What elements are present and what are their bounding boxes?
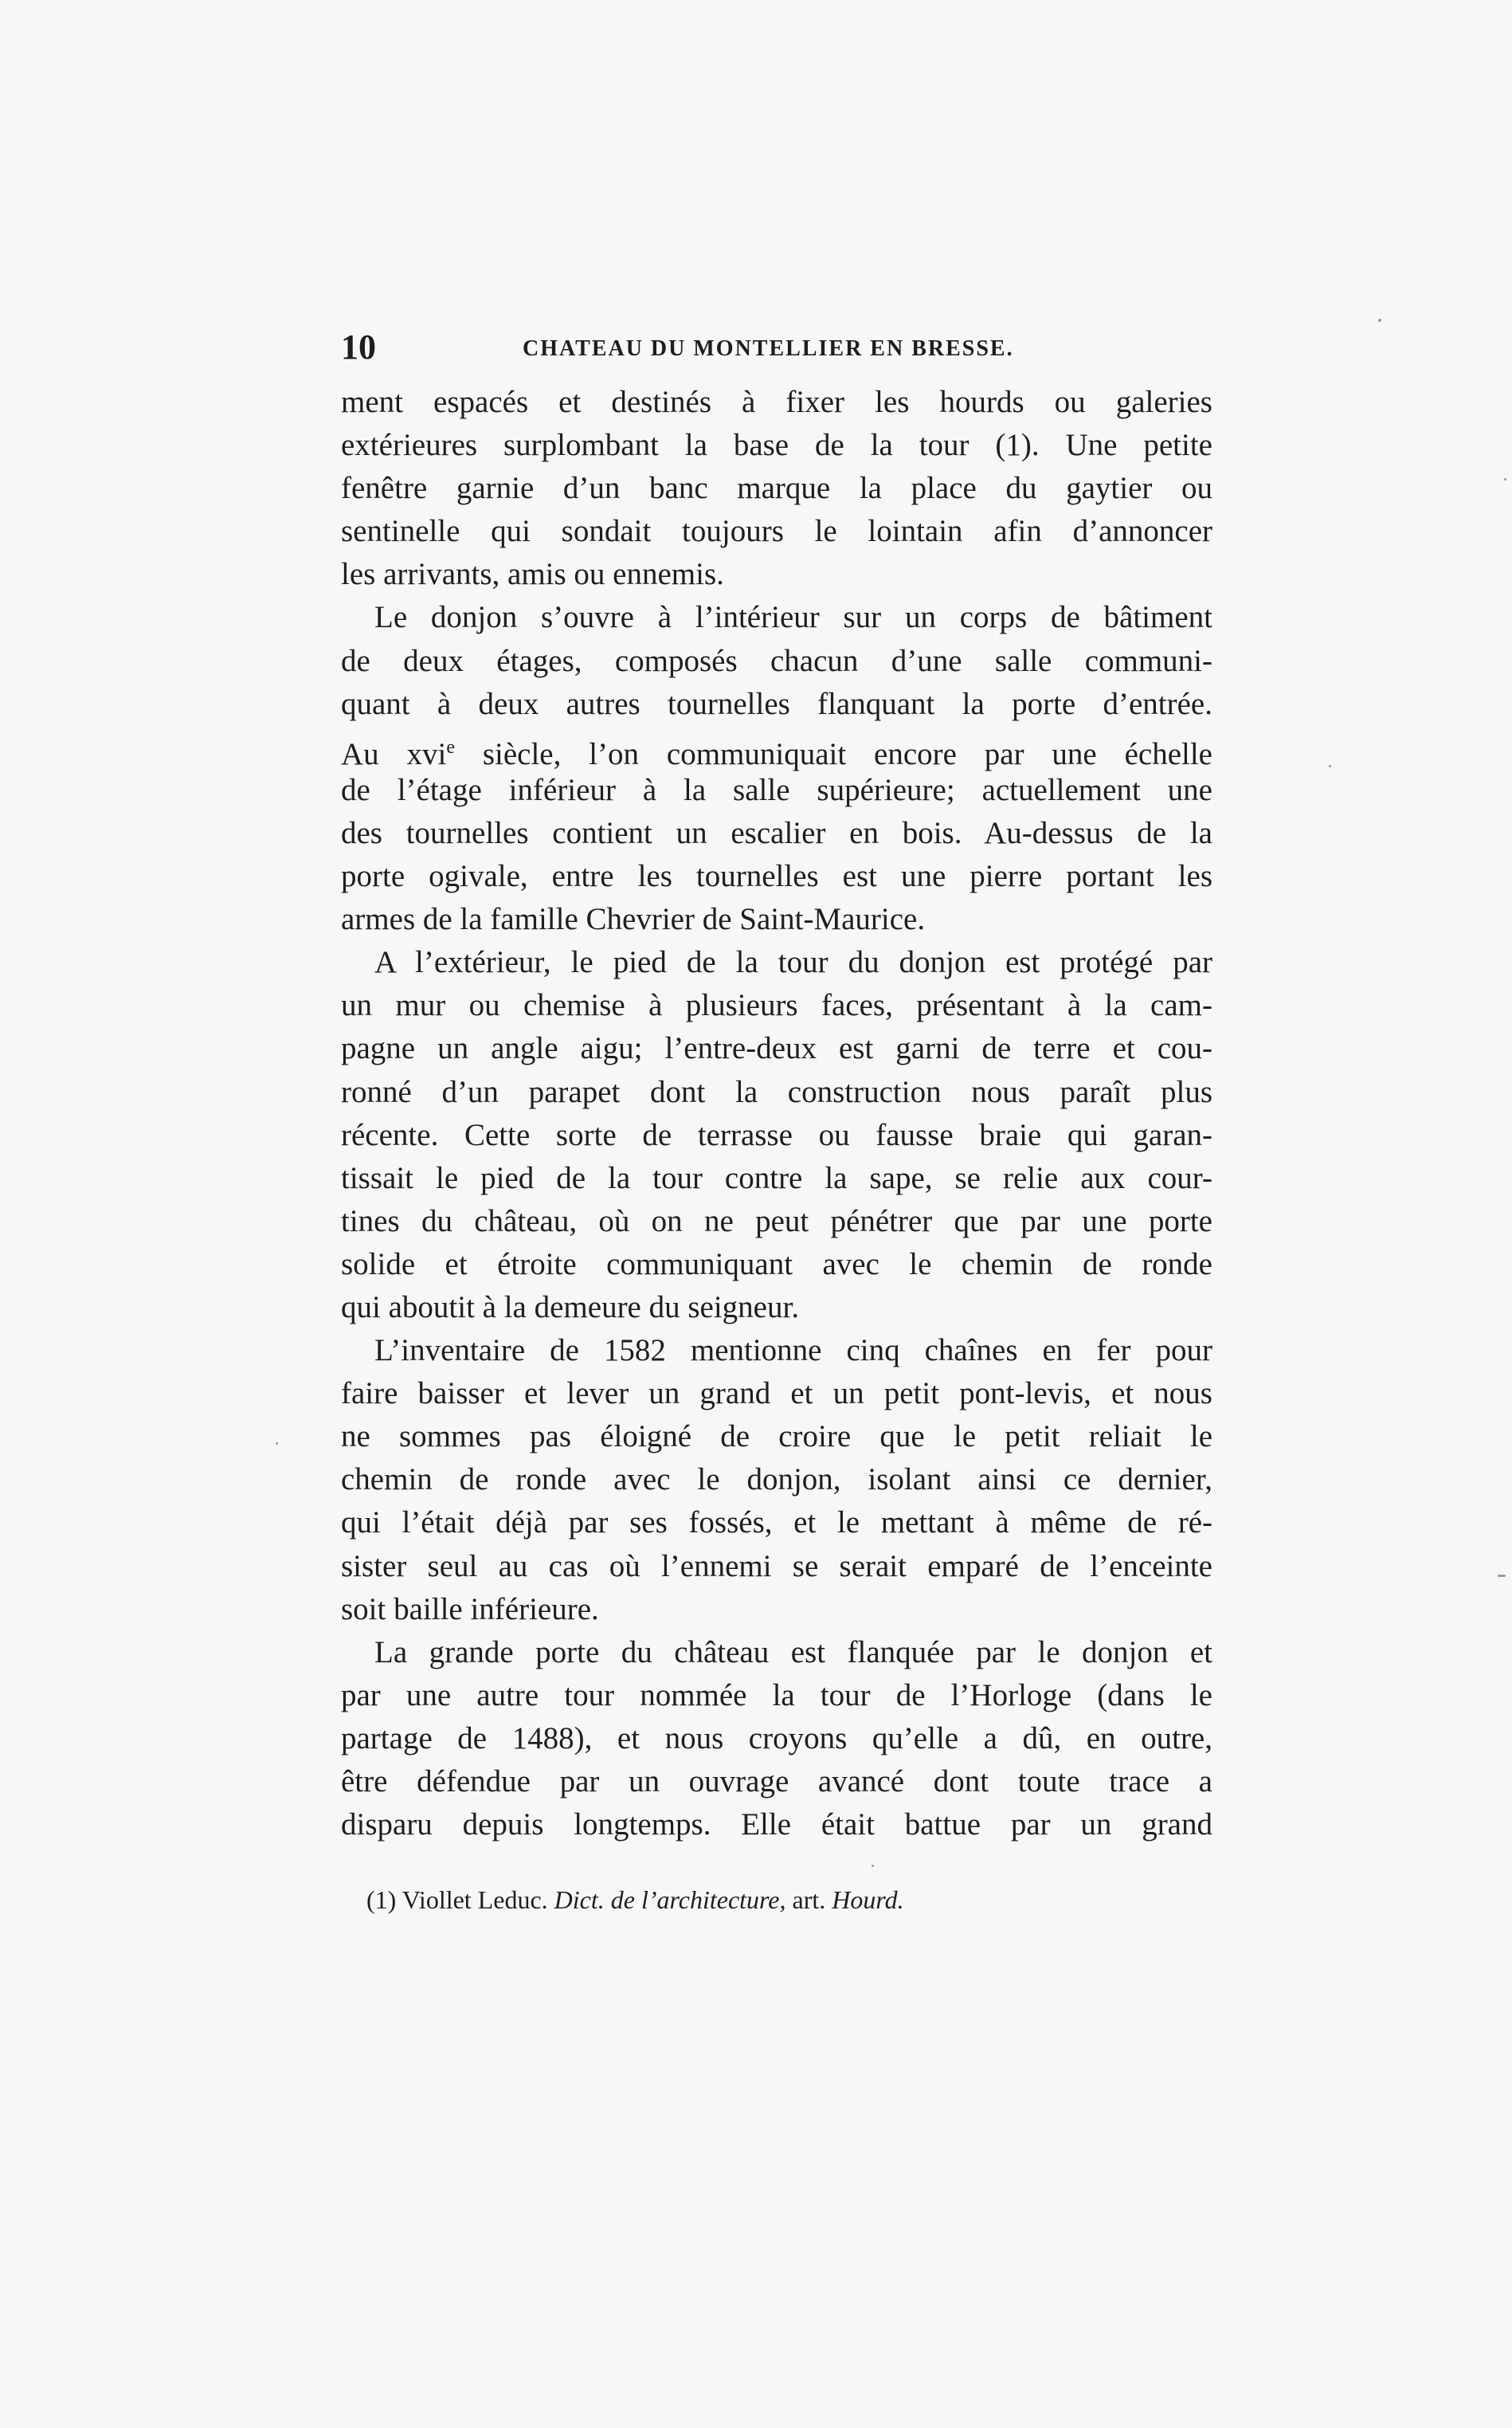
footnote-title: Dict. de l’architecture,: [554, 1885, 786, 1914]
text-line: tissait le pied de la tour contre la sape, se relie aux cour-: [341, 1160, 1212, 1195]
scan-speck: [1498, 1575, 1506, 1577]
line-continuation: siècle, l’on communiquait encore par une échelle: [455, 736, 1212, 771]
text-line: quant à deux autres tournelles flanquant la porte d’entrée.: [341, 686, 1212, 721]
text-line: soit baille inférieure.: [341, 1591, 599, 1626]
scan-speck: [276, 1442, 278, 1445]
running-title: CHATEAU DU MONTELLIER EN BRESSE.: [523, 336, 1014, 361]
text-line: sister seul au cas où l’ennemi se serait emparé de l’enceinte: [341, 1548, 1212, 1583]
text-line: sentinelle qui sondait toujours le lointain afin d’annoncer: [341, 514, 1212, 549]
text-line: de deux étages, composés chacun d’une salle communi-: [341, 643, 1212, 678]
text-line: solide et étroite communiquant avec le chemin de ronde: [341, 1246, 1212, 1281]
text-line: qui aboutit à la demeure du seigneur.: [341, 1289, 800, 1324]
text-line: extérieures surplombant la base de la tour (1). Une petite: [341, 428, 1212, 463]
footnote-author: Viollet Leduc.: [402, 1885, 548, 1914]
page-header: [341, 325, 1217, 373]
text-line: L’inventaire de 1582 mentionne cinq chaînes en fer pour: [374, 1333, 1212, 1368]
text-line: de l’étage inférieur à la salle supérieure; actuellement une: [341, 772, 1212, 807]
text-line: partage de 1488), et nous croyons qu’elle a dû, en outre,: [341, 1720, 1212, 1755]
body-text: [341, 381, 1212, 1846]
text-line: ment espacés et destinés à fixer les hourds ou galeries: [341, 385, 1212, 419]
century-numeral: Au xvi: [341, 736, 447, 771]
text-line: les arrivants, amis ou ennemis.: [341, 557, 724, 592]
footnote-entry: Hourd.: [832, 1885, 904, 1914]
text-line: chemin de ronde avec le donjon, isolant ainsi ce dernier,: [341, 1462, 1212, 1497]
text-line: ne sommes pas éloigné de croire que le petit reliait le: [341, 1419, 1212, 1454]
text-line: ronné d’un parapet dont la construction nous paraît plus: [341, 1074, 1212, 1109]
text-line: un mur ou chemise à plusieurs faces, présentant à la cam-: [341, 988, 1212, 1023]
text-line: armes de la famille Chevrier de Saint-Maurice.: [341, 902, 926, 937]
footnote-marker: (1): [366, 1885, 397, 1914]
superscript: e: [446, 736, 455, 758]
scan-speck: [1504, 478, 1506, 481]
text-line: être défendue par un ouvrage avancé dont toute trace a: [341, 1764, 1212, 1798]
text-line: des tournelles contient un escalier en bois. Au-dessus de la: [341, 815, 1212, 850]
footnote-art: art.: [792, 1885, 826, 1914]
text-line: par une autre tour nommée la tour de l’Horloge (dans le: [341, 1677, 1212, 1712]
text-line: faire baisser et lever un grand et un petit pont-levis, et nous: [341, 1376, 1212, 1411]
scan-speck: [1329, 765, 1331, 767]
text-line: Le donjon s’ouvre à l’intérieur sur un corps de bâtiment: [374, 600, 1212, 635]
text-line: disparu depuis longtemps. Elle était battue par un grand: [341, 1807, 1212, 1842]
footnote: [366, 1885, 904, 1915]
text-line: porte ogivale, entre les tournelles est une pierre portant les: [341, 859, 1212, 894]
text-line-with-superscript: [341, 726, 1212, 769]
text-line: La grande porte du château est flanquée par le donjon et: [374, 1634, 1212, 1669]
page-number: 10: [341, 328, 376, 367]
text-line: pagne un angle aigu; l’entre-deux est garni de terre et cou-: [341, 1031, 1212, 1066]
scan-speck: [1378, 319, 1381, 322]
text-line: A l’extérieur, le pied de la tour du donjon est protégé par: [374, 945, 1212, 980]
text-line: fenêtre garnie d’un banc marque la place du gaytier ou: [341, 471, 1212, 506]
scan-speck: [872, 1865, 874, 1867]
text-line: qui l’était déjà par ses fossés, et le mettant à même de ré-: [341, 1505, 1212, 1540]
text-line: tines du château, où on ne peut pénétrer que par une porte: [341, 1203, 1212, 1238]
text-line: récente. Cette sorte de terrasse ou fausse braie qui garan-: [341, 1117, 1212, 1152]
